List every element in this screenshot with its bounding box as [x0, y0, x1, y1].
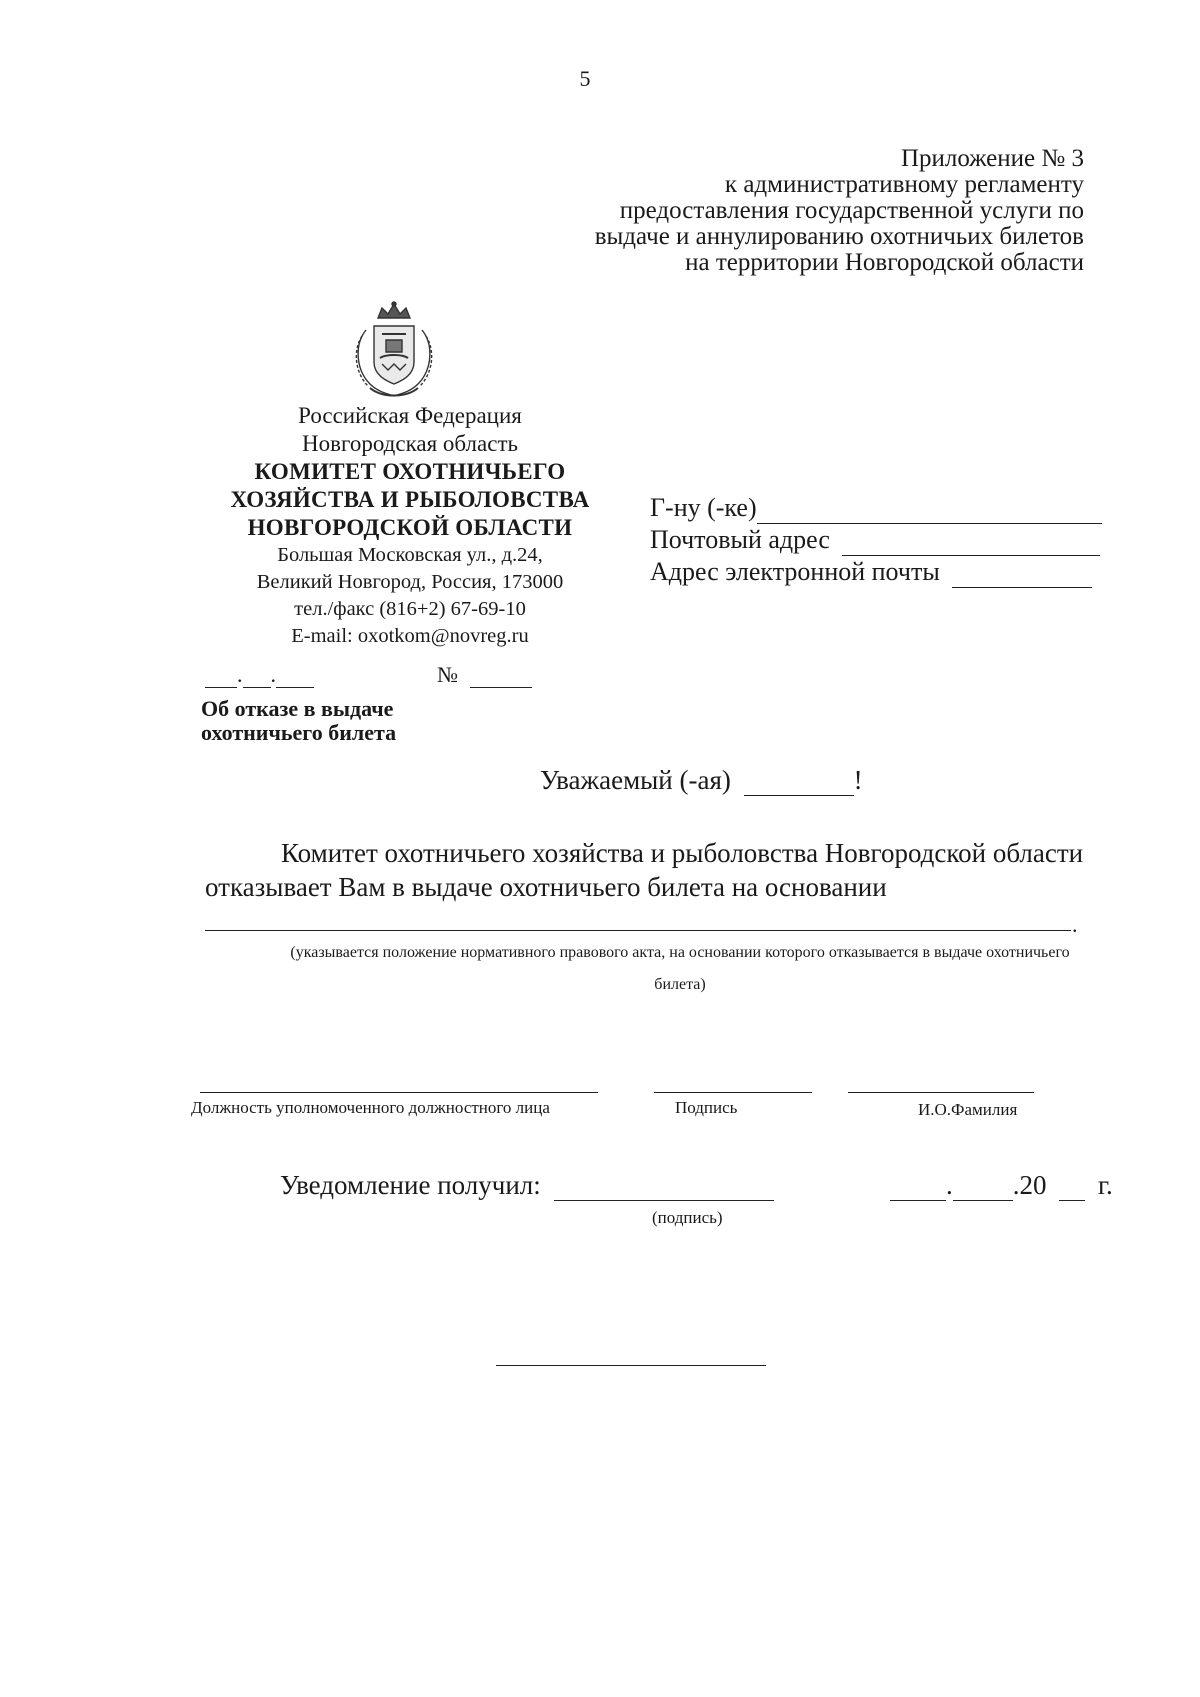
appendix-line: к административному регламенту	[724, 171, 1084, 198]
notice-year-prefix: .20	[1012, 1170, 1047, 1200]
committee-name: ХОЗЯЙСТВА И РЫБОЛОВСТВА	[230, 487, 590, 512]
notice-date-dot: .	[946, 1170, 953, 1200]
page-number: 5	[579, 66, 591, 91]
sender-country: Российская Федерация	[298, 403, 522, 428]
notice-label: Уведомление получил:	[280, 1170, 541, 1200]
greeting	[540, 765, 863, 796]
subject-line: охотничьего билета	[201, 720, 397, 745]
appendix-line: выдаче и аннулированию охотничьих билетов	[594, 223, 1084, 250]
letter-body	[205, 836, 1155, 904]
sender-email: E-mail: oxotkom@novreg.ru	[291, 625, 529, 647]
sender-block	[185, 402, 635, 650]
recipient-email-label: Адрес электронной почты	[650, 557, 940, 586]
notice-year-suffix: г.	[1098, 1170, 1113, 1200]
notice-signature-hint: (подпись)	[652, 1208, 723, 1227]
appendix-line: Приложение № 3	[900, 145, 1084, 172]
appendix-line: на территории Новгородской области	[685, 249, 1084, 276]
number-sign: №	[437, 662, 458, 687]
letter-subject	[201, 697, 396, 745]
notice-month-blank	[953, 1200, 1013, 1201]
recipient-name-row	[650, 492, 1102, 524]
committee-name: КОМИТЕТ ОХОТНИЧЬЕГО	[254, 459, 566, 484]
basis-hint-line: (указывается положение нормативного правового акта, на основании которого отказывается в выдаче охотничьего	[290, 944, 1070, 961]
basis-hint	[210, 937, 1150, 1001]
basis-blank	[205, 930, 1071, 931]
body-line: Комитет охотничьего хозяйства и рыболовства Новгородской области	[281, 838, 1084, 868]
notice-signature-blank	[554, 1200, 774, 1201]
registration-line: . . №	[205, 662, 532, 688]
date-month-blank	[243, 687, 271, 688]
basis-hint-line: билета)	[654, 976, 706, 993]
recipient-address-row	[650, 524, 1102, 556]
body-line: отказывает Вам в выдаче охотничьего билета на основании	[205, 872, 887, 902]
appendix-header	[595, 146, 1084, 276]
date-day-blank	[205, 687, 237, 688]
recipient-email-blank	[952, 587, 1092, 588]
full-name-blank	[848, 1092, 1034, 1093]
notice-received	[280, 1170, 774, 1201]
recipient-name-label: Г-ну (-ке)	[650, 493, 757, 522]
notice-year-blank	[1059, 1200, 1085, 1201]
greeting-text: Уважаемый (-ая)	[540, 765, 731, 795]
coat-of-arms-icon	[348, 300, 440, 400]
date-year-blank	[276, 687, 314, 688]
position-label: Должность уполномоченного должностного лица	[191, 1098, 550, 1117]
notice-date	[890, 1170, 1113, 1201]
notice-day-blank	[890, 1200, 946, 1201]
recipient-email-row	[650, 556, 1102, 588]
basis-end: .	[1072, 912, 1078, 937]
appendix-line: предоставления государственной услуги по	[619, 197, 1084, 224]
signature-label: Подпись	[675, 1098, 738, 1117]
position-blank	[200, 1092, 598, 1093]
sender-city: Великий Новгород, Россия, 173000	[256, 571, 564, 593]
greeting-name-blank	[744, 795, 854, 796]
signature-blank	[654, 1092, 812, 1093]
committee-name: НОВГОРОДСКОЙ ОБЛАСТИ	[247, 515, 573, 540]
recipient-block	[650, 492, 1102, 588]
closing-rule	[496, 1365, 766, 1366]
subject-line: Об отказе в выдаче	[201, 696, 394, 721]
number-blank	[470, 687, 532, 688]
full-name-label: И.О.Фамилия	[918, 1100, 1018, 1119]
sender-street: Большая Московская ул., д.24,	[277, 544, 543, 566]
greeting-end: !	[853, 765, 863, 795]
sender-phone: тел./факс (816+2) 67-69-10	[294, 598, 526, 620]
sender-region: Новгородская область	[301, 431, 518, 456]
recipient-address-label: Почтовый адрес	[650, 525, 830, 554]
